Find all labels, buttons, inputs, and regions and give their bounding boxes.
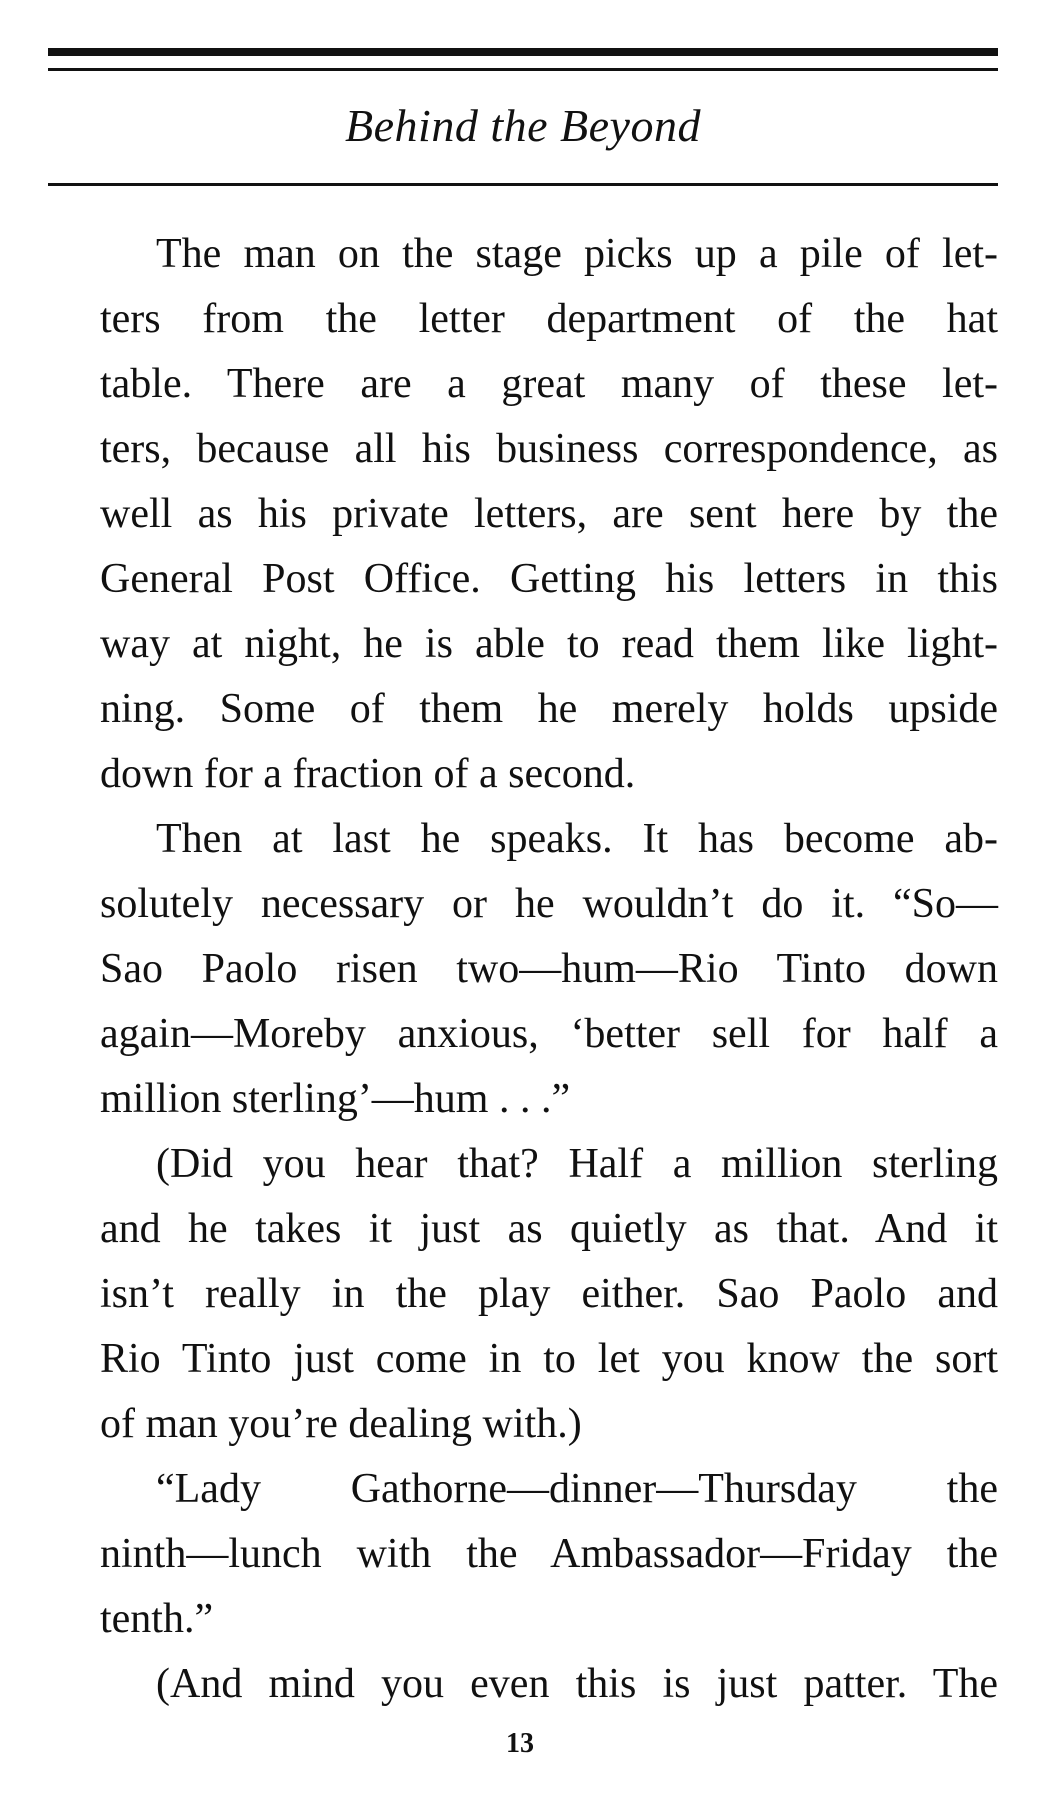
text-line: and he takes it just as quietly as that. And it [100, 1206, 998, 1252]
text-line: again—Moreby anxious, ‘better sell for half a [100, 1011, 998, 1057]
text-line: Rio Tinto just come in to let you know the sort [100, 1336, 998, 1382]
text-line: well as his private letters, are sent here by the [100, 491, 998, 537]
text-line: (Did you hear that? Half a million sterling [156, 1141, 998, 1187]
text-line: “Lady Gathorne—dinner—Thursday the [156, 1466, 998, 1512]
text-line: table. There are a great many of these let- [100, 361, 998, 407]
text-line: The man on the stage picks up a pile of let- [156, 231, 998, 277]
paragraph [44, 1132, 998, 1457]
text-line: solutely necessary or he wouldn’t do it. “So— [100, 881, 998, 927]
text-line: General Post Office. Getting his letters in this [100, 556, 998, 602]
text-line: isn’t really in the play either. Sao Paolo and [100, 1271, 998, 1317]
text-line: tenth.” [100, 1596, 214, 1642]
paragraph [44, 1457, 998, 1652]
text-line: Sao Paolo risen two—hum—Rio Tinto down [100, 946, 998, 992]
body-text [44, 222, 998, 1717]
paragraph [44, 807, 998, 1132]
text-line: ters, because all his business correspondence, as [100, 426, 998, 472]
text-line: Then at last he speaks. It has become ab- [156, 816, 998, 862]
paragraph [44, 1652, 998, 1717]
top-rule-thick [48, 48, 998, 56]
top-rule-thin [48, 68, 998, 71]
text-line: ninth—lunch with the Ambassador—Friday the [100, 1531, 998, 1577]
page-number: 13 [506, 1728, 534, 1759]
running-title: Behind the Beyond [345, 100, 701, 151]
text-line: way at night, he is able to read them like light- [100, 621, 998, 667]
text-line: (And mind you even this is just patter. The [156, 1661, 998, 1707]
text-line: down for a fraction of a second. [100, 751, 636, 797]
text-line: ning. Some of them he merely holds upside [100, 686, 998, 732]
text-line: of man you’re dealing with.) [100, 1401, 582, 1447]
text-line: million sterling’—hum . . .” [100, 1076, 571, 1122]
text-line: ters from the letter department of the hat [100, 296, 998, 342]
header-rule [48, 183, 998, 186]
paragraph [44, 222, 998, 807]
